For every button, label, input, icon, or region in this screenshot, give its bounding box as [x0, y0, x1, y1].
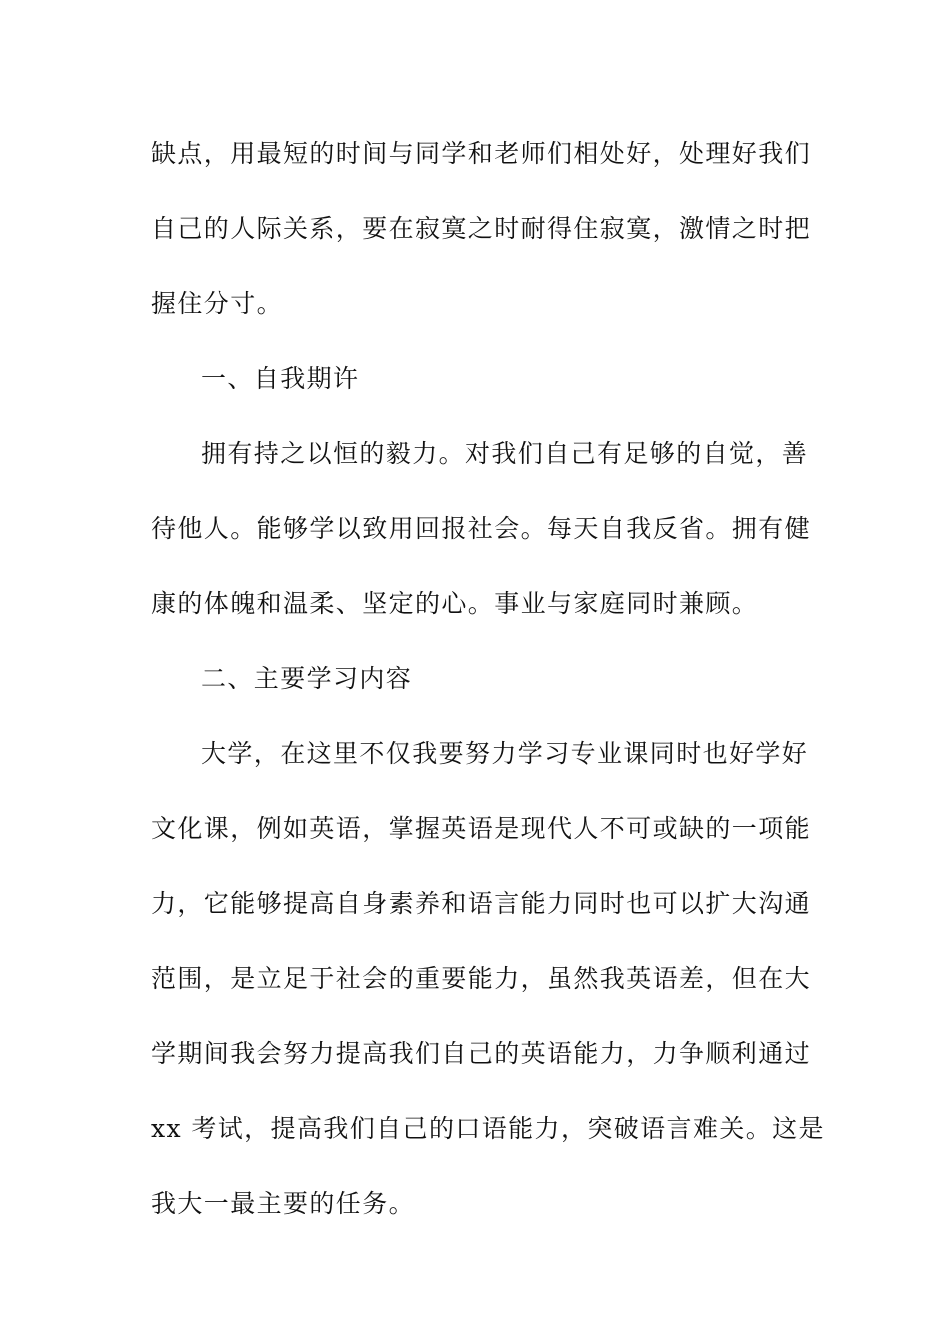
- paragraph-line: 康的体魄和温柔、坚定的心。事业与家庭同时兼顾。: [151, 589, 759, 618]
- section-heading-2: 二、主要学习内容: [201, 664, 413, 693]
- section-heading-1: 一、自我期许: [201, 364, 360, 393]
- paragraph-line: 大学，在这里不仅我要努力学习专业课同时也好学好: [201, 739, 809, 768]
- paragraph-line: 握住分寸。: [151, 289, 284, 318]
- paragraph-line: 拥有持之以恒的毅力。对我们自己有足够的自觉，善: [201, 439, 809, 468]
- paragraph-line: 我大一最主要的任务。: [151, 1189, 416, 1218]
- paragraph-line: 自己的人际关系，要在寂寞之时耐得住寂寞，激情之时把: [151, 214, 812, 243]
- paragraph-line: xx 考试，提高我们自己的口语能力，突破语言难关。这是: [151, 1114, 825, 1143]
- paragraph-line: 力，它能够提高自身素养和语言能力同时也可以扩大沟通: [151, 889, 812, 918]
- paragraph-line: 学期间我会努力提高我们自己的英语能力，力争顺利通过: [151, 1039, 812, 1068]
- paragraph-line: 范围，是立足于社会的重要能力，虽然我英语差，但在大: [151, 964, 812, 993]
- paragraph-line: 缺点，用最短的时间与同学和老师们相处好，处理好我们: [151, 139, 812, 168]
- document-body: [151, 128, 825, 1253]
- paragraph-line: 待他人。能够学以致用回报社会。每天自我反省。拥有健: [151, 514, 812, 543]
- paragraph-line: 文化课，例如英语，掌握英语是现代人不可或缺的一项能: [151, 814, 812, 843]
